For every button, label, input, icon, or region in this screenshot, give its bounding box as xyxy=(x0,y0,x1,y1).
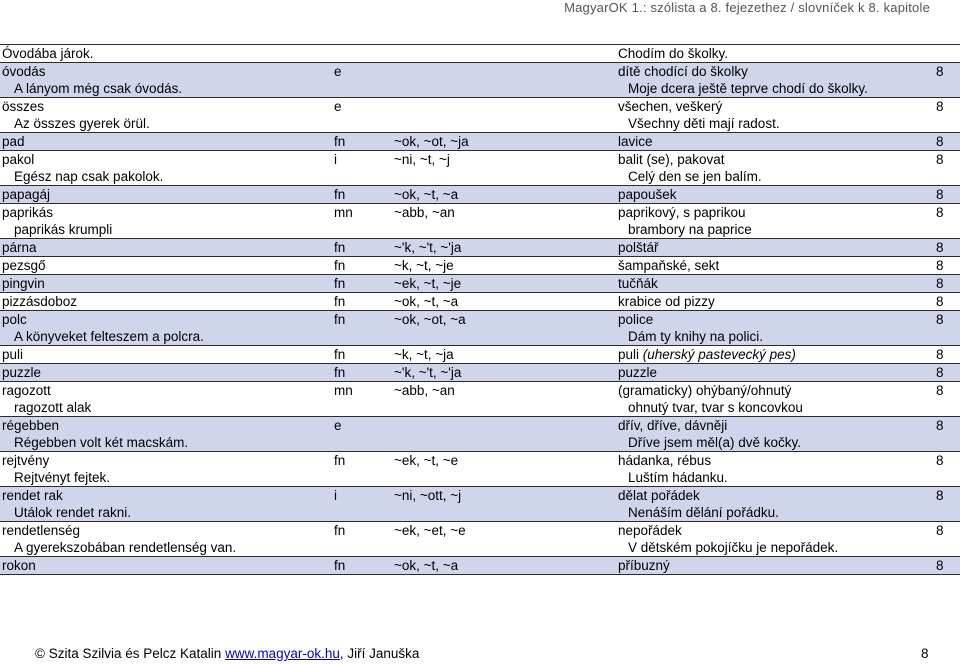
hungarian-word-cell xyxy=(0,417,332,452)
chapter-number-cell xyxy=(934,417,960,452)
hungarian-word-cell xyxy=(0,452,332,487)
vocab-row xyxy=(0,151,960,186)
chapter-number: 8 xyxy=(936,187,944,202)
word-forms-cell xyxy=(392,417,616,452)
vocab-row xyxy=(0,257,960,275)
czech-translation-cell xyxy=(616,311,934,346)
part-of-speech: mn xyxy=(334,205,353,220)
czech-example: Luštím hádanku. xyxy=(628,470,728,485)
czech-translation-cell xyxy=(616,557,934,575)
vocab-row xyxy=(0,186,960,204)
footer-authors: Szita Szilvia és Pelcz Katalin xyxy=(48,646,222,661)
czech-translation-cell xyxy=(616,98,934,133)
chapter-number: 8 xyxy=(936,488,944,503)
hungarian-example: Egész nap csak pakolok. xyxy=(14,169,164,184)
czech-example: Dám ty knihy na polici. xyxy=(628,329,764,344)
vocab-row xyxy=(0,293,960,311)
vocab-row xyxy=(0,133,960,151)
chapter-number-cell xyxy=(934,275,960,293)
chapter-number-cell xyxy=(934,204,960,239)
hungarian-word-cell xyxy=(0,133,332,151)
word-forms: ~ni, ~ott, ~j xyxy=(394,488,462,503)
hungarian-word-cell xyxy=(0,487,332,522)
footer-coauthor: , Jiří Januška xyxy=(339,646,420,661)
hungarian-word: puli xyxy=(2,347,24,362)
part-of-speech-cell xyxy=(332,293,392,311)
vocab-row xyxy=(0,522,960,557)
chapter-number: 8 xyxy=(936,523,944,538)
vocab-row xyxy=(0,452,960,487)
hungarian-word: rejtvény xyxy=(2,453,50,468)
hungarian-example: Rejtvényt fejtek. xyxy=(14,470,111,485)
word-forms: ~ek, ~t, ~je xyxy=(394,276,462,291)
chapter-number-cell xyxy=(934,346,960,364)
hungarian-word-cell xyxy=(0,204,332,239)
word-forms: ~ek, ~t, ~e xyxy=(394,453,459,468)
chapter-number-cell xyxy=(934,257,960,275)
word-forms: ~ok, ~ot, ~ja xyxy=(394,134,469,149)
czech-translation-cell xyxy=(616,45,934,63)
czech-translation: dítě chodící do školky xyxy=(618,64,748,79)
chapter-number: 8 xyxy=(936,99,944,114)
hungarian-word: párna xyxy=(2,240,37,255)
part-of-speech: fn xyxy=(334,523,346,538)
chapter-number: 8 xyxy=(936,258,944,273)
part-of-speech: fn xyxy=(334,312,346,327)
word-forms: ~k, ~t, ~ja xyxy=(394,347,454,362)
part-of-speech: fn xyxy=(334,294,346,309)
hungarian-word-cell xyxy=(0,186,332,204)
czech-translation-cell xyxy=(616,452,934,487)
vocab-row xyxy=(0,98,960,133)
hungarian-word-cell xyxy=(0,63,332,98)
czech-translation-cell xyxy=(616,239,934,257)
czech-translation: puli xyxy=(618,347,640,362)
chapter-number: 8 xyxy=(936,152,944,167)
chapter-number-cell xyxy=(934,382,960,417)
part-of-speech-cell xyxy=(332,487,392,522)
chapter-number: 8 xyxy=(936,64,944,79)
vocabulary-table xyxy=(0,44,960,575)
word-forms: ~abb, ~an xyxy=(394,383,455,398)
chapter-number: 8 xyxy=(936,276,944,291)
czech-translation-cell xyxy=(616,487,934,522)
czech-translation: hádanka, rébus xyxy=(618,453,712,468)
part-of-speech-cell xyxy=(332,133,392,151)
czech-translation: příbuzný xyxy=(618,558,670,573)
part-of-speech: fn xyxy=(334,258,346,273)
part-of-speech-cell xyxy=(332,151,392,186)
czech-translation: balit (se), pakovat xyxy=(618,152,725,167)
part-of-speech-cell xyxy=(332,275,392,293)
hungarian-word-cell xyxy=(0,311,332,346)
chapter-number: 8 xyxy=(936,294,944,309)
hungarian-word-cell xyxy=(0,98,332,133)
word-forms-cell xyxy=(392,364,616,382)
word-forms-cell xyxy=(392,382,616,417)
chapter-number-cell xyxy=(934,487,960,522)
chapter-number-cell xyxy=(934,293,960,311)
word-forms-cell xyxy=(392,346,616,364)
vocab-row xyxy=(0,275,960,293)
word-forms: ~'k, ~'t, ~'ja xyxy=(394,240,462,255)
page-header-title: MagyarOK 1.: szólista a 8. fejezethez / slovníček k 8. kapitole xyxy=(564,0,930,15)
word-forms-cell xyxy=(392,45,616,63)
word-forms-cell xyxy=(392,522,616,557)
part-of-speech: fn xyxy=(334,365,346,380)
word-forms-cell xyxy=(392,151,616,186)
czech-example: Všechny děti mají radost. xyxy=(628,116,780,131)
hungarian-word: pingvin xyxy=(2,276,45,291)
vocab-row xyxy=(0,382,960,417)
czech-translation-cell xyxy=(616,417,934,452)
word-forms-cell xyxy=(392,257,616,275)
word-forms-cell xyxy=(392,133,616,151)
hungarian-word: pakol xyxy=(2,152,35,167)
vocab-row xyxy=(0,417,960,452)
part-of-speech-cell xyxy=(332,204,392,239)
part-of-speech: fn xyxy=(334,134,346,149)
part-of-speech: i xyxy=(334,152,337,167)
part-of-speech-cell xyxy=(332,452,392,487)
czech-translation-cell xyxy=(616,293,934,311)
czech-translation: paprikový, s paprikou xyxy=(618,205,746,220)
chapter-number: 8 xyxy=(936,240,944,255)
part-of-speech-cell xyxy=(332,257,392,275)
hungarian-word: pezsgő xyxy=(2,258,46,273)
part-of-speech-cell xyxy=(332,364,392,382)
chapter-number: 8 xyxy=(936,383,944,398)
word-forms: ~k, ~t, ~je xyxy=(394,258,454,273)
chapter-number: 8 xyxy=(936,347,944,362)
footer-website-link[interactable]: www.magyar-ok.hu xyxy=(225,646,340,661)
word-forms-cell xyxy=(392,239,616,257)
page-number: 8 xyxy=(921,646,929,661)
hungarian-word-cell xyxy=(0,257,332,275)
czech-translation: lavice xyxy=(618,134,653,149)
chapter-number-cell xyxy=(934,557,960,575)
part-of-speech: fn xyxy=(334,453,346,468)
chapter-number-cell xyxy=(934,151,960,186)
hungarian-word: régebben xyxy=(2,418,60,433)
hungarian-example: Az összes gyerek örül. xyxy=(14,116,150,131)
czech-translation: dělat pořádek xyxy=(618,488,700,503)
czech-translation-cell xyxy=(616,382,934,417)
vocab-row xyxy=(0,364,960,382)
czech-translation: puzzle xyxy=(618,365,658,380)
czech-translation: všechen, veškerý xyxy=(618,99,723,114)
hungarian-word-cell xyxy=(0,45,332,63)
footer xyxy=(35,646,955,661)
hungarian-example: A gyerekszobában rendetlenség van. xyxy=(14,540,237,555)
word-forms-cell xyxy=(392,311,616,346)
part-of-speech: fn xyxy=(334,240,346,255)
part-of-speech-cell xyxy=(332,557,392,575)
hungarian-word: Óvodába járok. xyxy=(2,46,94,61)
part-of-speech: mn xyxy=(334,383,353,398)
czech-translation: šampaňské, sekt xyxy=(618,258,720,273)
vocab-row xyxy=(0,45,960,63)
word-forms-cell xyxy=(392,63,616,98)
czech-translation-cell xyxy=(616,133,934,151)
word-forms-cell xyxy=(392,293,616,311)
copyright-icon: © xyxy=(35,646,45,661)
vocabulary-table-body xyxy=(0,45,960,575)
hungarian-word: rendetlenség xyxy=(2,523,81,538)
part-of-speech: fn xyxy=(334,347,346,362)
czech-translation: krabice od pizzy xyxy=(618,294,715,309)
czech-translation: nepořádek xyxy=(618,523,682,538)
czech-translation-cell xyxy=(616,346,934,364)
hungarian-example: A könyveket felteszem a polcra. xyxy=(14,329,204,344)
part-of-speech-cell xyxy=(332,382,392,417)
chapter-number-cell xyxy=(934,311,960,346)
czech-example: Dříve jsem měl(a) dvě kočky. xyxy=(628,435,802,450)
chapter-number: 8 xyxy=(936,134,944,149)
hungarian-word: rendet rak xyxy=(2,488,63,503)
czech-translation-cell xyxy=(616,63,934,98)
czech-translation: dřív, dříve, dávněji xyxy=(618,418,728,433)
hungarian-word: polc xyxy=(2,312,27,327)
part-of-speech: fn xyxy=(334,276,346,291)
hungarian-word-cell xyxy=(0,293,332,311)
czech-example: ohnutý tvar, tvar s koncovkou xyxy=(628,400,803,415)
word-forms: ~ni, ~t, ~j xyxy=(394,152,450,167)
word-forms-cell xyxy=(392,186,616,204)
word-forms-cell xyxy=(392,204,616,239)
word-forms: ~ok, ~ot, ~a xyxy=(394,312,466,327)
czech-translation-cell xyxy=(616,522,934,557)
vocab-row xyxy=(0,311,960,346)
word-forms: ~ok, ~t, ~a xyxy=(394,187,459,202)
chapter-number-cell xyxy=(934,186,960,204)
vocab-row xyxy=(0,487,960,522)
part-of-speech-cell xyxy=(332,522,392,557)
word-forms: ~'k, ~'t, ~'ja xyxy=(394,365,462,380)
part-of-speech: fn xyxy=(334,558,346,573)
czech-translation: tučňák xyxy=(618,276,658,291)
hungarian-example: paprikás krumpli xyxy=(14,222,113,237)
hungarian-word-cell xyxy=(0,275,332,293)
hungarian-word: összes xyxy=(2,99,45,114)
word-forms-cell xyxy=(392,98,616,133)
hungarian-word-cell xyxy=(0,382,332,417)
chapter-number: 8 xyxy=(936,365,944,380)
czech-translation-cell xyxy=(616,257,934,275)
chapter-number-cell xyxy=(934,364,960,382)
word-forms: ~ek, ~et, ~e xyxy=(394,523,466,538)
word-forms-cell xyxy=(392,452,616,487)
chapter-number: 8 xyxy=(936,205,944,220)
hungarian-word-cell xyxy=(0,346,332,364)
hungarian-word-cell xyxy=(0,239,332,257)
word-forms: ~ok, ~t, ~a xyxy=(394,294,459,309)
hungarian-word: ragozott xyxy=(2,383,51,398)
part-of-speech-cell xyxy=(332,417,392,452)
hungarian-word: paprikás xyxy=(2,205,54,220)
part-of-speech: fn xyxy=(334,187,346,202)
word-forms-cell xyxy=(392,487,616,522)
czech-example: brambory na paprice xyxy=(628,222,752,237)
hungarian-word-cell xyxy=(0,364,332,382)
word-forms: ~ok, ~t, ~a xyxy=(394,558,459,573)
word-forms: ~abb, ~an xyxy=(394,205,455,220)
chapter-number: 8 xyxy=(936,418,944,433)
hungarian-word: rokon xyxy=(2,558,36,573)
czech-translation-cell xyxy=(616,275,934,293)
czech-translation-cell xyxy=(616,364,934,382)
czech-translation-cell xyxy=(616,204,934,239)
part-of-speech: e xyxy=(334,64,342,79)
czech-translation-cell xyxy=(616,186,934,204)
czech-example: Celý den se jen balím. xyxy=(628,169,762,184)
part-of-speech-cell xyxy=(332,45,392,63)
chapter-number: 8 xyxy=(936,312,944,327)
vocab-row xyxy=(0,239,960,257)
word-forms-cell xyxy=(392,557,616,575)
czech-translation: papoušek xyxy=(618,187,677,202)
hungarian-word: óvodás xyxy=(2,64,46,79)
chapter-number-cell xyxy=(934,63,960,98)
chapter-number-cell xyxy=(934,98,960,133)
czech-translation-note: (uherský pastevecký pes) xyxy=(642,347,796,362)
hungarian-word: papagáj xyxy=(2,187,51,202)
part-of-speech-cell xyxy=(332,239,392,257)
part-of-speech-cell xyxy=(332,346,392,364)
part-of-speech-cell xyxy=(332,98,392,133)
part-of-speech-cell xyxy=(332,186,392,204)
hungarian-word: pad xyxy=(2,134,25,149)
vocab-row xyxy=(0,204,960,239)
vocab-row xyxy=(0,63,960,98)
chapter-number-cell xyxy=(934,45,960,63)
czech-example: V dětském pokojíčku je nepořádek. xyxy=(628,540,839,555)
chapter-number-cell xyxy=(934,452,960,487)
hungarian-word: pizzásdoboz xyxy=(2,294,78,309)
hungarian-example: ragozott alak xyxy=(14,400,92,415)
czech-example: Moje dcera ještě teprve chodí do školky. xyxy=(628,81,868,96)
part-of-speech: e xyxy=(334,418,342,433)
chapter-number-cell xyxy=(934,522,960,557)
vocab-row xyxy=(0,557,960,575)
czech-translation: police xyxy=(618,312,654,327)
part-of-speech-cell xyxy=(332,63,392,98)
vocab-row xyxy=(0,346,960,364)
chapter-number: 8 xyxy=(936,453,944,468)
czech-translation: polštář xyxy=(618,240,659,255)
czech-example: Nenáším dělání pořádku. xyxy=(628,505,779,520)
hungarian-example: A lányom még csak óvodás. xyxy=(14,81,183,96)
part-of-speech-cell xyxy=(332,311,392,346)
hungarian-word-cell xyxy=(0,522,332,557)
part-of-speech: i xyxy=(334,488,337,503)
hungarian-word: puzzle xyxy=(2,365,42,380)
chapter-number: 8 xyxy=(936,558,944,573)
word-forms-cell xyxy=(392,275,616,293)
czech-translation: (gramaticky) ohýbaný/ohnutý xyxy=(618,383,792,398)
hungarian-example: Utálok rendet rakni. xyxy=(14,505,132,520)
hungarian-word-cell xyxy=(0,151,332,186)
chapter-number-cell xyxy=(934,133,960,151)
czech-translation: Chodím do školky. xyxy=(618,46,729,61)
hungarian-example: Régebben volt két macskám. xyxy=(14,435,189,450)
czech-translation-cell xyxy=(616,151,934,186)
part-of-speech: e xyxy=(334,99,342,114)
hungarian-word-cell xyxy=(0,557,332,575)
chapter-number-cell xyxy=(934,239,960,257)
